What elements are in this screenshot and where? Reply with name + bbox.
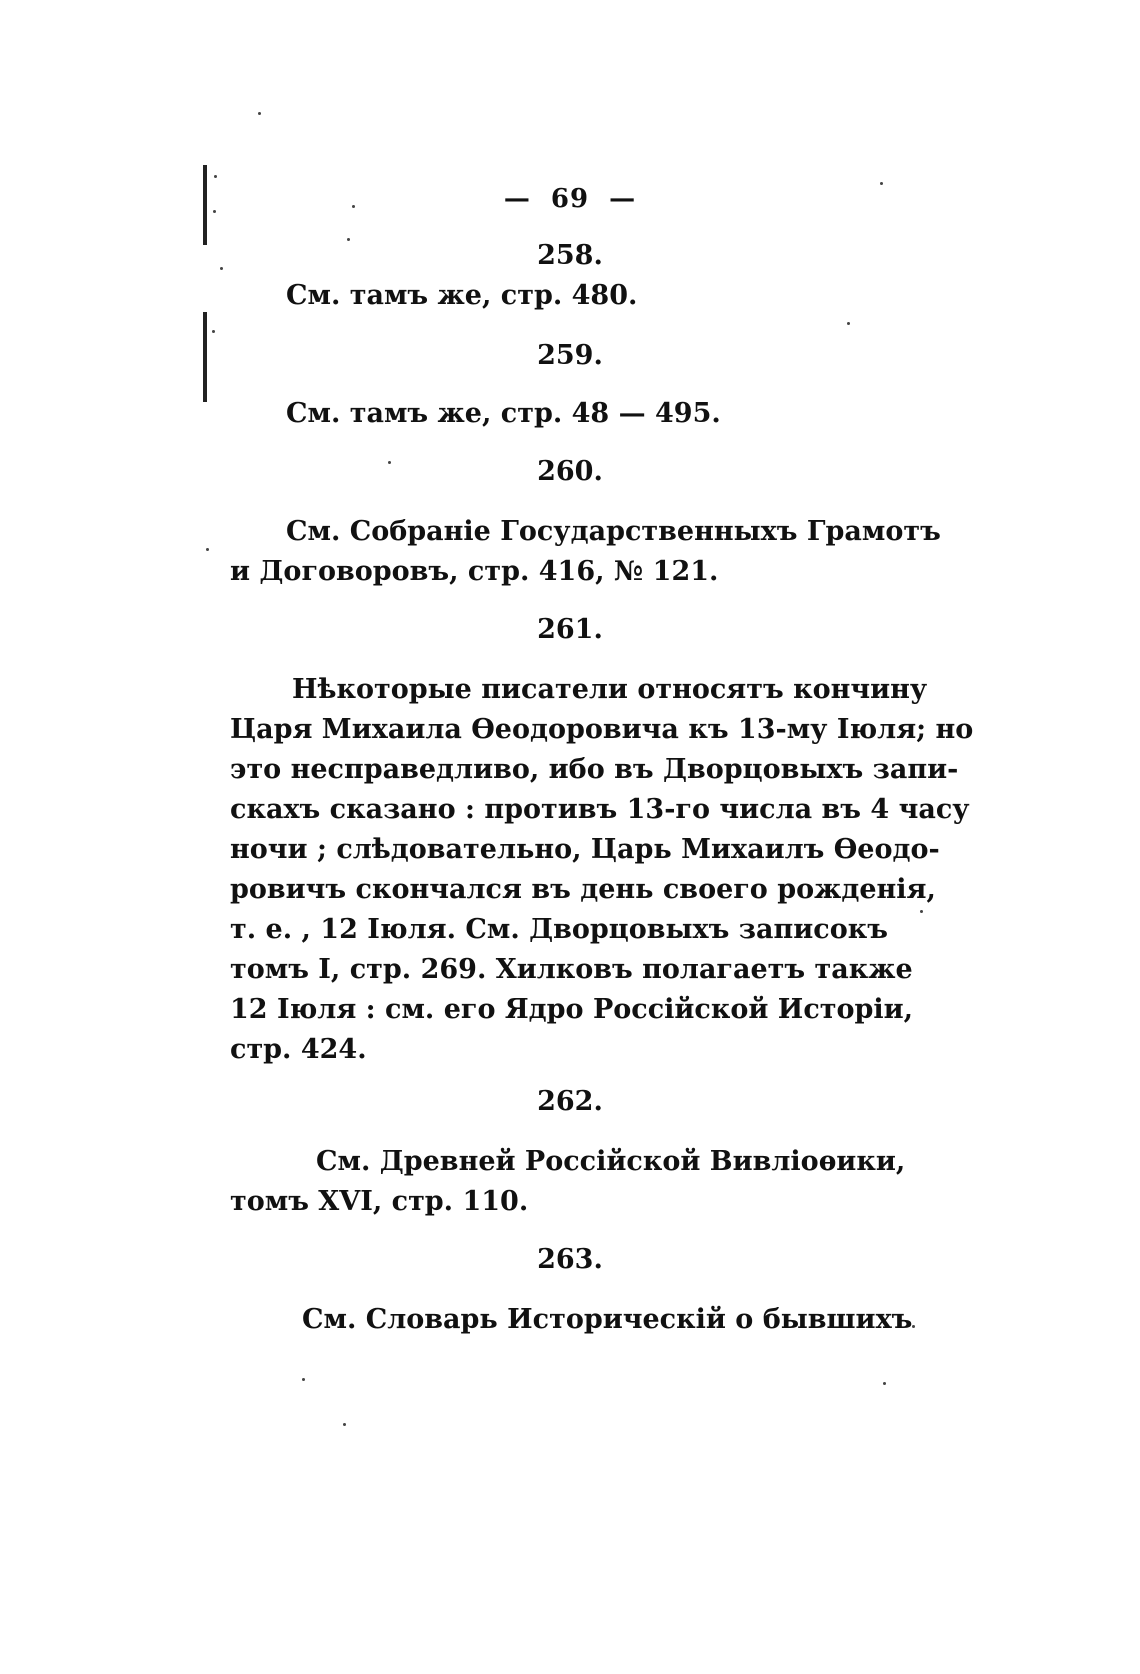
margin-mark <box>203 165 207 245</box>
note-text-261 <box>230 670 974 1070</box>
note-line: томъ XVI, стр. 110. <box>230 1186 529 1217</box>
speck <box>214 175 217 178</box>
note-line: это несправедливо, ибо въ Дворцовыхъ запи- <box>230 754 959 785</box>
page-number: 69 <box>550 184 590 214</box>
speck <box>880 182 883 185</box>
note-number-263: 263. <box>537 1244 603 1275</box>
dash-right: — <box>609 184 637 214</box>
note-text-263 <box>230 1300 913 1340</box>
note-number-260: 260. <box>537 456 603 487</box>
note-line: и Договоровъ, стр. 416, № 121. <box>230 556 719 587</box>
page-header <box>0 184 1140 214</box>
speck <box>920 910 923 913</box>
note-text-260 <box>230 512 941 592</box>
speck <box>213 210 216 213</box>
note-line: ровичъ скончался въ день своего рожденія, <box>230 874 936 905</box>
speck <box>352 205 355 208</box>
note-line: См. Древней Россійской Вивліоѳики, <box>316 1146 906 1177</box>
note-number-258: 258. <box>537 240 603 271</box>
note-line: скахъ сказано : противъ 13-го числа въ 4 часу <box>230 794 970 825</box>
speck <box>258 112 261 115</box>
note-number-259: 259. <box>537 340 603 371</box>
speck <box>912 1325 915 1328</box>
speck <box>212 330 215 333</box>
note-line: Нѣкоторые писатели относятъ кончину <box>292 674 928 705</box>
note-line: См. тамъ же, стр. 48 — 495. <box>286 398 721 429</box>
note-number-262: 262. <box>537 1086 603 1117</box>
note-line: т. е. , 12 Іюля. См. Дворцовыхъ записокъ <box>230 914 888 945</box>
note-line: См. Собраніе Государственныхъ Грамотъ <box>286 516 941 547</box>
dash-left: — <box>503 184 531 214</box>
note-text-262 <box>230 1142 906 1222</box>
note-line: Царя Михаила Ѳеодоровича къ 13-му Іюля; но <box>230 714 974 745</box>
speck <box>343 1423 346 1426</box>
note-line: томъ I, стр. 269. Хилковъ полагаетъ также <box>230 954 913 985</box>
note-line: См. Словарь Историческій о бывшихъ <box>302 1304 913 1335</box>
speck <box>847 322 850 325</box>
note-line: ночи ; слѣдовательно, Царь Михаилъ Ѳеодо- <box>230 834 940 865</box>
speck <box>206 548 209 551</box>
note-line: стр. 424. <box>230 1034 367 1065</box>
speck <box>302 1378 305 1381</box>
note-line: См. тамъ же, стр. 480. <box>286 280 638 311</box>
note-text-259 <box>286 394 906 434</box>
note-number-261: 261. <box>537 614 603 645</box>
speck <box>883 1382 886 1385</box>
note-line: 12 Іюля : см. его Ядро Россійской Исторіи, <box>230 994 914 1025</box>
note-text-258 <box>286 276 906 316</box>
